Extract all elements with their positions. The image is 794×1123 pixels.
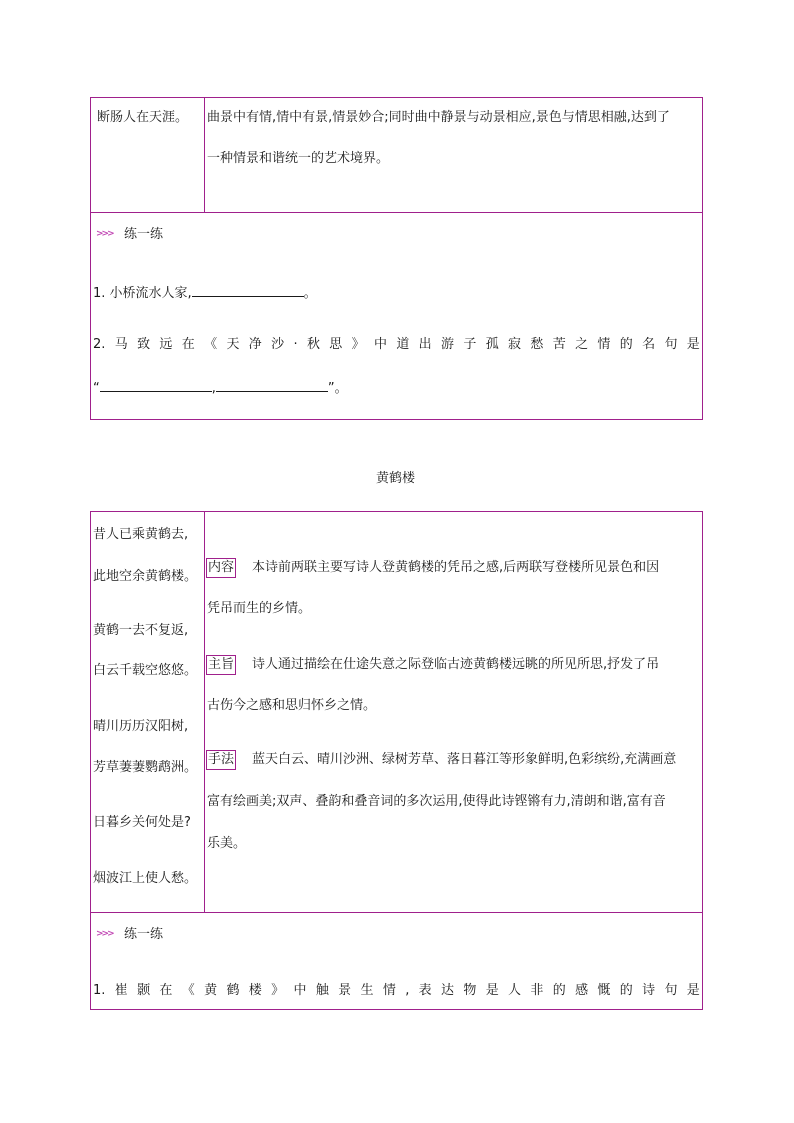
section1-q1-blank[interactable] bbox=[192, 284, 304, 297]
question-char: 道 bbox=[396, 337, 410, 352]
question-char: 《 bbox=[204, 337, 218, 352]
question-char: 》 bbox=[271, 983, 285, 998]
question-char: 的 bbox=[619, 337, 633, 352]
question-char: 秋 bbox=[306, 337, 320, 352]
section1-left-text: 断肠人在天涯。 bbox=[97, 110, 189, 125]
section2-row-divider bbox=[91, 912, 702, 913]
section1-right-line1: 曲景中有情,情中有景,情景妙合;同时曲中静景与动景相应,景色与情思相融,达到了 bbox=[207, 110, 670, 125]
method-line1: 蓝天白云、晴川沙洲、绿树芳草、落日暮江等形象鲜明,色彩缤纷,充满画意 bbox=[252, 752, 677, 767]
method-line2: 富有绘画美;双声、叠韵和叠音词的多次运用,使得此诗铿锵有力,清朗和谐,富有音 bbox=[207, 794, 666, 809]
section1-row-divider bbox=[91, 212, 702, 213]
method-tag: 手法 bbox=[206, 750, 236, 770]
theme-line2: 古伤今之感和思归怀乡之情。 bbox=[207, 698, 377, 713]
question-char: 表 bbox=[418, 983, 432, 998]
poem-line: 昔人已乘黄鹤去, bbox=[93, 527, 189, 542]
theme-line1: 诗人通过描绘在仕途失意之际登临古迹黄鹤楼远眺的所见所思,抒发了吊 bbox=[252, 657, 660, 672]
section1-question2-line2 bbox=[93, 379, 348, 397]
question-char: 句 bbox=[664, 337, 678, 352]
question-char: 情 bbox=[597, 337, 611, 352]
question-char: 在 bbox=[159, 983, 173, 998]
question-char: 鹤 bbox=[226, 983, 240, 998]
question-char: 沙 bbox=[271, 337, 285, 352]
question-char: 在 bbox=[181, 337, 195, 352]
question-char: 愁 bbox=[530, 337, 544, 352]
question-char: 生 bbox=[360, 983, 374, 998]
question-char: 中 bbox=[293, 983, 307, 998]
section2-practice-label: 练一练 bbox=[124, 927, 164, 942]
section2-column-divider bbox=[204, 512, 205, 913]
question-char: 的 bbox=[552, 983, 566, 998]
question-char: , bbox=[405, 983, 410, 998]
question-char: 慨 bbox=[597, 983, 611, 998]
question-char: 出 bbox=[418, 337, 432, 352]
section1-table bbox=[90, 97, 703, 420]
section1-q2-comma: , bbox=[211, 381, 216, 396]
section1-q2-blank1[interactable] bbox=[100, 379, 212, 392]
question-char: 1. bbox=[93, 983, 106, 998]
method-line3: 乐美。 bbox=[207, 836, 247, 851]
section1-q2-blank2[interactable] bbox=[216, 379, 328, 392]
content-line1: 本诗前两联主要写诗人登黄鹤楼的凭吊之感,后两联写登楼所见景色和因 bbox=[252, 560, 660, 575]
question-char: 寂 bbox=[508, 337, 522, 352]
question-char: 句 bbox=[664, 983, 678, 998]
content-tag: 内容 bbox=[206, 558, 236, 578]
question-char: 诗 bbox=[642, 983, 656, 998]
content-line2: 凭吊而生的乡情。 bbox=[207, 601, 312, 616]
section1-question2-line1 bbox=[93, 337, 700, 353]
question-char: 非 bbox=[530, 983, 544, 998]
question-char: 崔 bbox=[114, 983, 128, 998]
question-char: 远 bbox=[159, 337, 173, 352]
question-char: 触 bbox=[315, 983, 329, 998]
question-char: 游 bbox=[441, 337, 455, 352]
question-char: 马 bbox=[114, 337, 128, 352]
poem-line: 白云千载空悠悠。 bbox=[93, 663, 198, 678]
question-char: 景 bbox=[338, 983, 352, 998]
poem-line: 日暮乡关何处是? bbox=[93, 815, 191, 830]
practice-arrows-icon: >>> bbox=[96, 929, 113, 939]
question-char: 是 bbox=[686, 983, 700, 998]
question-char: 名 bbox=[642, 337, 656, 352]
section1-column-divider bbox=[204, 98, 205, 213]
question-char: 的 bbox=[619, 983, 633, 998]
question-char: 是 bbox=[485, 983, 499, 998]
question-char: 中 bbox=[373, 337, 387, 352]
question-char: 楼 bbox=[248, 983, 262, 998]
question-char: 情 bbox=[382, 983, 396, 998]
question-char: · bbox=[293, 337, 298, 352]
question-char: 苦 bbox=[552, 337, 566, 352]
poem-title: 黄鹤楼 bbox=[376, 471, 416, 486]
poem-line: 晴川历历汉阳树, bbox=[93, 719, 189, 734]
question-char: 《 bbox=[181, 983, 195, 998]
practice-arrows-icon: >>> bbox=[96, 229, 113, 239]
section1-question1 bbox=[93, 284, 317, 302]
question-char: 人 bbox=[508, 983, 522, 998]
question-char: 》 bbox=[351, 337, 365, 352]
section2-question1-line1 bbox=[93, 983, 700, 999]
question-char: 物 bbox=[463, 983, 477, 998]
poem-line: 芳草萋萋鹦鹉洲。 bbox=[93, 760, 198, 775]
poem-line: 黄鹤一去不复返, bbox=[93, 623, 189, 638]
question-char: 思 bbox=[329, 337, 343, 352]
section1-practice-label: 练一练 bbox=[124, 227, 164, 242]
question-char: 之 bbox=[575, 337, 589, 352]
question-char: 是 bbox=[686, 337, 700, 352]
question-char: 致 bbox=[137, 337, 151, 352]
question-char: 颢 bbox=[137, 983, 151, 998]
section1-q2-close-quote: ”。 bbox=[327, 381, 348, 396]
section1-q1-end: 。 bbox=[303, 286, 317, 301]
question-char: 黄 bbox=[204, 983, 218, 998]
poem-line: 此地空余黄鹤楼。 bbox=[93, 569, 198, 584]
question-char: 达 bbox=[441, 983, 455, 998]
section1-right-line2: 一种情景和谐统一的艺术境界。 bbox=[207, 151, 390, 166]
theme-tag: 主旨 bbox=[206, 655, 236, 675]
question-char: 2. bbox=[93, 337, 106, 352]
question-char: 净 bbox=[248, 337, 262, 352]
question-char: 天 bbox=[226, 337, 240, 352]
question-char: 孤 bbox=[485, 337, 499, 352]
question-char: 子 bbox=[463, 337, 477, 352]
section1-q2-open-quote: “ bbox=[93, 381, 100, 396]
poem-line: 烟波江上使人愁。 bbox=[93, 871, 198, 886]
question-char: 感 bbox=[575, 983, 589, 998]
section1-q1-text: 1. 小桥流水人家, bbox=[93, 286, 192, 301]
